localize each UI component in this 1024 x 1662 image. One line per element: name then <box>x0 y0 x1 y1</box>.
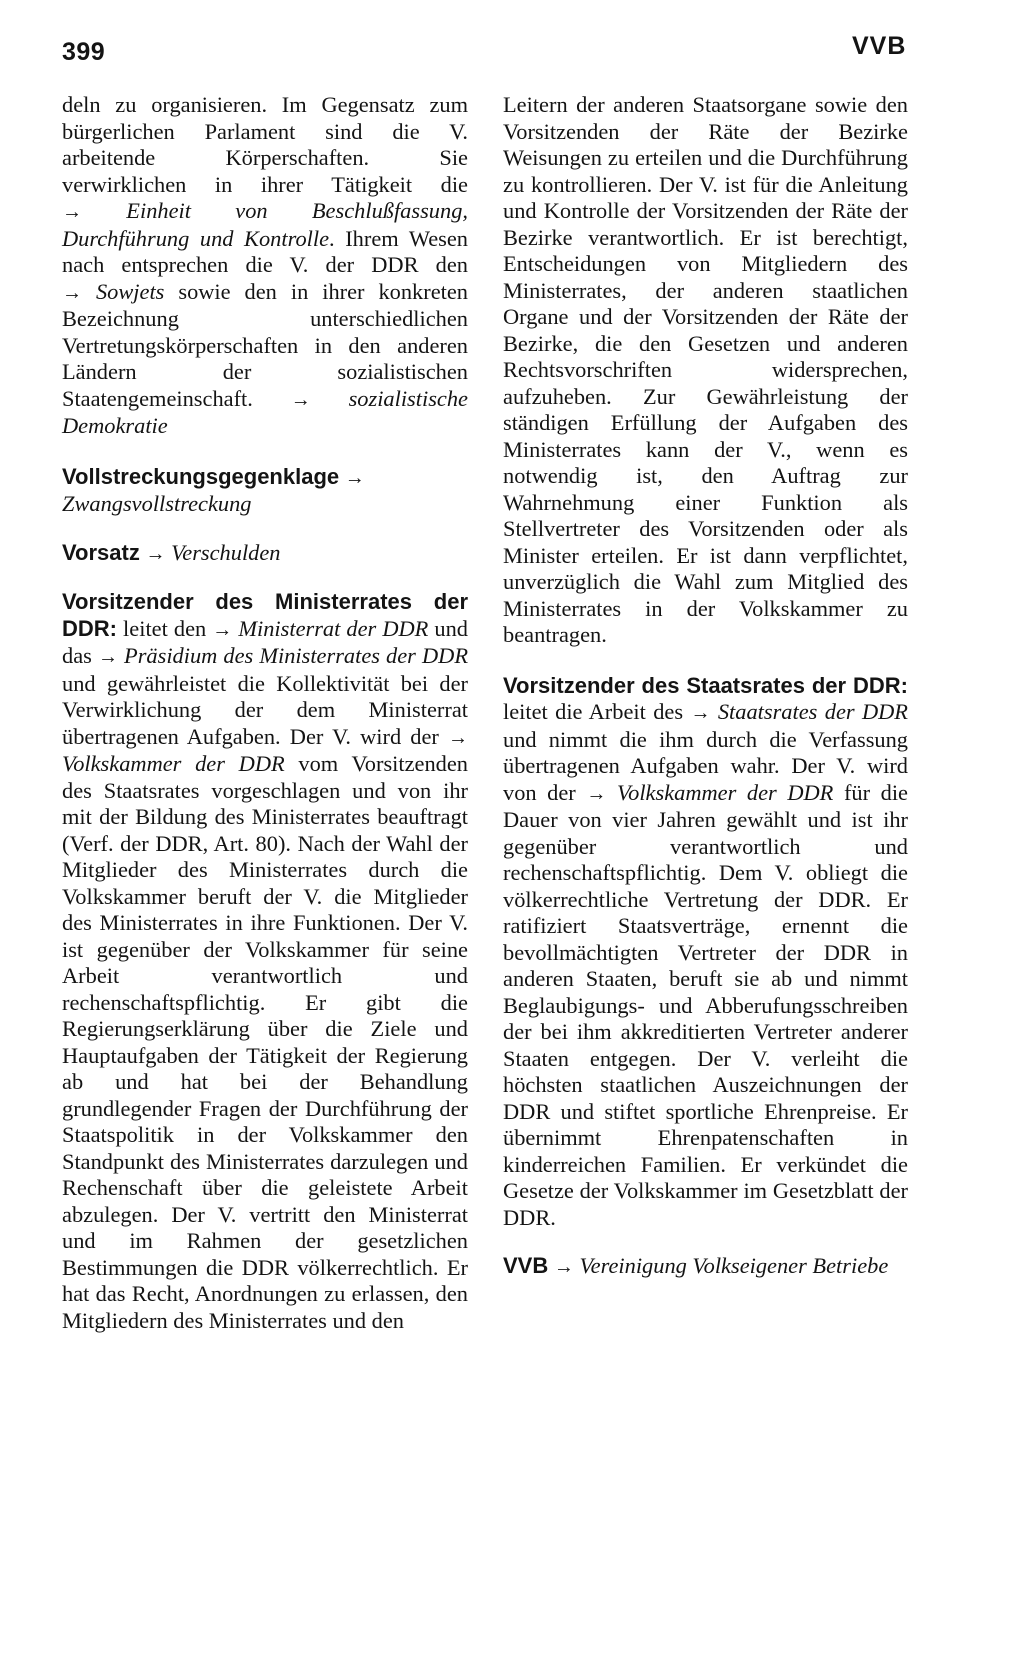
cross-reference-link[interactable]: Vereinigung Volkseigener Betriebe <box>579 1253 889 1278</box>
cross-reference-link[interactable]: Ministerrat der DDR <box>238 615 429 641</box>
entry-vorsatz <box>62 540 468 568</box>
entry-text: und gewährleistet die Kollektivität bei der Verwirklichung der dem Ministerrat übertragenen Aufgaben. Der V. wird der <box>62 670 468 749</box>
entry-text: und das <box>62 615 468 668</box>
continuation-paragraph: Leitern der anderen Staatsorgane sowie den Vorsitzenden der Räte der Bezirke Weisungen zu erteilen und die Durchführung zu kontrollieren. Der V. ist für die Anleitung und Kontrolle der Vorsitzenden der Räte der Bezirke verantwortlich. Er ist berechtigt, Entscheidungen von Mitgliedern des Ministerrates, der anderen staatlichen Organe und der Vorsitzenden der Räte der Bezirke, die den Gesetzen und anderen Rechtsvorschriften widersprechen, aufzuheben. Zur Gewährleistung der ständigen Erfüllung der Aufgaben des Ministerrates kann der V., wenn es notwendig ist, den Auftrag zur Wahrnehmung einer Funktion als Stellvertreter des Vorsitzenden oder als Minister erteilen. Er ist dann verpflichtet, unverzüglich die Wahl zum Mitglied des Ministerrates in der Volkskammer zu beantragen. <box>503 92 908 647</box>
left-column <box>62 92 468 1334</box>
intro-paragraph <box>62 92 468 440</box>
entry-term: Vorsitzender des Ministerrates der DDR: <box>62 589 468 641</box>
arrow-icon: → <box>212 618 233 641</box>
cross-reference-link[interactable]: Volkskammer der DDR <box>616 779 834 805</box>
entry-text: leitet die Arbeit des <box>503 699 691 724</box>
entry-vorsitzender-ministerrat <box>62 589 468 1334</box>
entry-text: und nimmt die ihm durch die Verfassung übertragenen Aufgaben wahr. Der V. wird von der <box>503 726 908 805</box>
arrow-icon: → <box>448 726 468 749</box>
entry-text: vom Vorsitzenden des Staatsrates vorgeschlagen und von ihr mit der Bildung des Ministerrates beauftragt (Verf. der DDR, Art. 80). Nach der Wahl der Mitglieder des Ministerrates durch die Volkskammer beruft der V. die Mitglieder des Ministerrates in ihre Funktionen. Der V. ist gegenüber der Volkskammer für seine Arbeit verantwortlich und rechenschaftspflichtig. Er gibt die Regierungserklärung über die Ziele und Hauptaufgaben der Tätigkeit der Regierung ab und hat bei der Behandlung grundlegender Fragen der Durchführung der Staatspolitik in der Volkskammer den Standpunkt des Ministerrates darzulegen und Rechenschaft über die geleistete Arbeit abzulegen. Der V. vertritt den Ministerrat und im Rahmen der gesetzlichen Bestimmungen die DDR völkerrechtlich. Er hat das Recht, Anordnungen zu erlassen, den Mitgliedern des Ministerrates und den <box>62 751 469 1333</box>
arrow-icon: → <box>344 466 365 489</box>
cross-reference-link[interactable]: Einheit von Beschlußfassung, Durchführung und Kontrolle <box>62 198 468 251</box>
arrow-icon: → <box>690 702 711 724</box>
intro-text-2: . Ihrem Wesen nach entsprechen die V. der DDR den <box>62 225 468 277</box>
cross-reference-link[interactable]: Staatsrates der DDR <box>717 699 908 724</box>
cross-reference <box>62 198 126 223</box>
entry-text: leitet den <box>117 615 213 641</box>
entry-text: für die Dauer von vier Jahren gewählt und ist ihr gegenüber verantwortlich und rechenschaftspflichtig. Dem V. obliegt die völkerrechtliche Vertretung der DDR. Er ratifiziert Staatsverträge, ernennt die bevollmächtigten Vertreter der DDR in anderen Staaten, beruft sie ab und nimmt Beglaubigungs- und Abberufungsschreiben der bei ihm akkreditierten Vertreter anderer Staaten entgegen. Der V. verleiht die höchsten staatlichen Auszeichnungen der DDR und stiftet sportliche Ehrenpreise. Er übernimmt Ehrenpatenschaften in kinderreichen Familien. Er verkündet die Gesetze der Volkskammer im Gesetzblatt der DDR. <box>503 779 908 1230</box>
running-head: VVB <box>852 32 907 60</box>
arrow-icon: → <box>62 281 82 304</box>
entry-vorsitzender-staatsrat <box>503 673 908 1232</box>
entry-vollstreckungsgegenklage <box>62 464 468 518</box>
entry-term: VVB <box>503 1253 549 1278</box>
cross-reference-link[interactable]: Sowjets <box>95 278 165 304</box>
cross-reference-link[interactable]: sozialistische Demokratie <box>62 385 468 438</box>
right-column <box>503 92 908 1281</box>
entry-term: Vorsitzender des Staatsrates der DDR: <box>503 672 908 698</box>
page-number: 399 <box>62 38 106 66</box>
cross-reference-link[interactable]: Verschulden <box>171 539 281 565</box>
intro-text-1: deln zu organisieren. Im Gegensatz zum bürgerlichen Parlament sind die V. arbeitende Körperschaften. Sie verwirklichen in ihrer Tätigkeit die <box>62 92 468 197</box>
arrow-icon: → <box>62 201 82 223</box>
cross-reference <box>291 386 349 411</box>
entry-term: Vollstreckungsgegenklage <box>62 463 340 489</box>
intro-text-3: sowie den in ihrer konkreten Bezeichnung unterschiedlichen Vertretungskörperschaften in den anderen Ländern der sozialistischen Staatengemeinschaft. <box>62 278 468 411</box>
cross-reference <box>62 279 96 304</box>
arrow-icon: → <box>145 542 166 565</box>
arrow-icon: → <box>553 1256 574 1278</box>
arrow-icon: → <box>586 782 607 805</box>
arrow-icon: → <box>290 388 311 411</box>
arrow-icon: → <box>97 646 118 668</box>
entry-term: Vorsatz <box>62 539 140 565</box>
entry-vvb <box>503 1253 908 1281</box>
cross-reference-link[interactable]: Präsidium des Ministerrates der DDR <box>124 643 468 668</box>
cross-reference-link[interactable]: Zwangsvollstreckung <box>62 491 252 516</box>
cross-reference-link[interactable]: Volkskammer der DDR <box>62 751 285 776</box>
